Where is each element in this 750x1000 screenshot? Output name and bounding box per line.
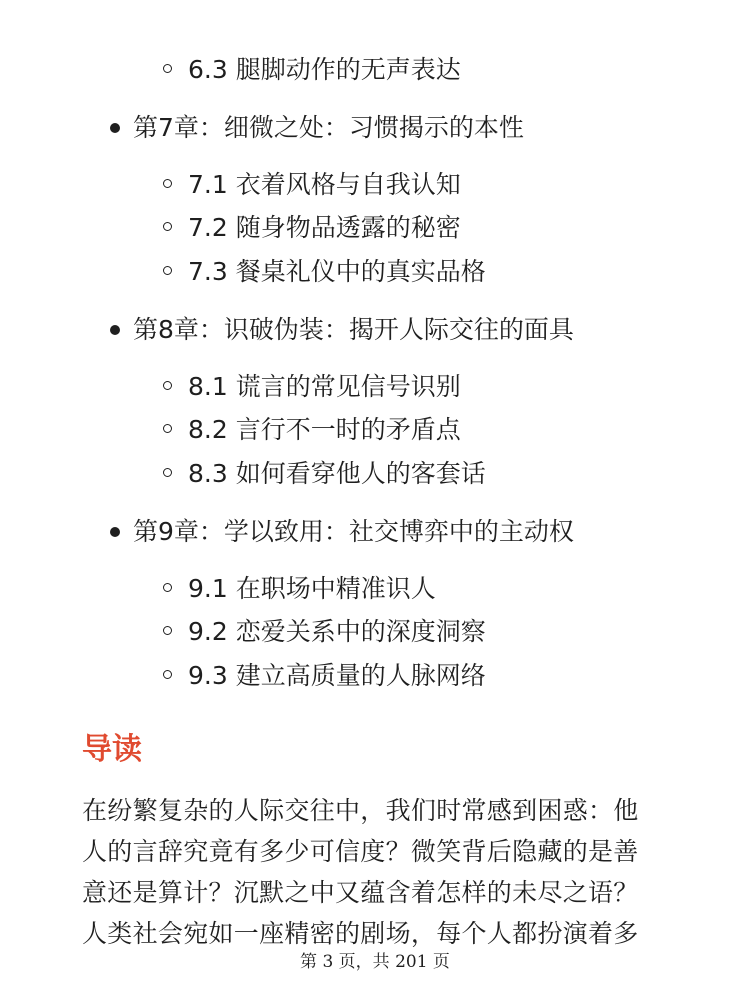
toc-section-label: 7.1 衣着风格与自我认知 xyxy=(188,170,461,199)
toc-section-label: 8.2 言行不一时的矛盾点 xyxy=(188,415,461,444)
toc-section-9-2 xyxy=(188,615,486,649)
hollow-bullet-icon xyxy=(163,468,172,477)
toc-section-label: 9.2 恋爱关系中的深度洞察 xyxy=(188,617,486,646)
toc-section-8-2 xyxy=(188,413,461,447)
toc-section-label: 8.1 谎言的常见信号识别 xyxy=(188,372,461,401)
toc-section-label: 6.3 腿脚动作的无声表达 xyxy=(188,55,461,84)
page-number-footer: 第 3 页，共 201 页 xyxy=(300,952,450,972)
bullet-icon xyxy=(110,527,120,537)
bullet-icon xyxy=(110,325,120,335)
toc-chapter-7 xyxy=(133,111,524,145)
paragraph-line: 在纷繁复杂的人际交往中，我们时常感到困惑：他 xyxy=(82,796,639,825)
hollow-bullet-icon xyxy=(163,626,172,635)
hollow-bullet-icon xyxy=(163,583,172,592)
hollow-bullet-icon xyxy=(163,424,172,433)
toc-section-9-3 xyxy=(188,659,486,693)
paragraph-line: 人类社会宛如一座精密的剧场，每个人都扮演着多 xyxy=(82,919,639,948)
hollow-bullet-icon xyxy=(163,179,172,188)
bullet-icon xyxy=(110,123,120,133)
toc-chapter-9 xyxy=(133,515,574,549)
paragraph-line: 人的言辞究竟有多少可信度？微笑背后隐藏的是善 xyxy=(82,837,639,866)
toc-chapter-label: 第8章：识破伪装：揭开人际交往的面具 xyxy=(133,315,574,344)
hollow-bullet-icon xyxy=(163,64,172,73)
toc-section-label: 7.3 餐桌礼仪中的真实品格 xyxy=(188,257,486,286)
toc-section-6-3 xyxy=(188,53,461,87)
hollow-bullet-icon xyxy=(163,670,172,679)
toc-chapter-label: 第7章：细微之处：习惯揭示的本性 xyxy=(133,113,524,142)
toc-section-7-2 xyxy=(188,211,461,245)
hollow-bullet-icon xyxy=(163,381,172,390)
toc-section-8-3 xyxy=(188,457,486,491)
toc-chapter-8 xyxy=(133,313,574,347)
intro-paragraph xyxy=(82,790,672,954)
toc-section-label: 9.3 建立高质量的人脉网络 xyxy=(188,661,486,690)
toc-section-7-1 xyxy=(188,168,461,202)
section-heading: 导读 xyxy=(82,732,142,767)
toc-section-8-1 xyxy=(188,370,461,404)
toc-section-9-1 xyxy=(188,572,436,606)
toc-section-label: 9.1 在职场中精准识人 xyxy=(188,574,436,603)
toc-section-7-3 xyxy=(188,255,486,289)
toc-section-label: 8.3 如何看穿他人的客套话 xyxy=(188,459,486,488)
paragraph-line: 意还是算计？沉默之中又蕴含着怎样的未尽之语？ xyxy=(82,878,639,907)
toc-section-label: 7.2 随身物品透露的秘密 xyxy=(188,213,461,242)
hollow-bullet-icon xyxy=(163,266,172,275)
toc-chapter-label: 第9章：学以致用：社交博弈中的主动权 xyxy=(133,517,574,546)
hollow-bullet-icon xyxy=(163,222,172,231)
